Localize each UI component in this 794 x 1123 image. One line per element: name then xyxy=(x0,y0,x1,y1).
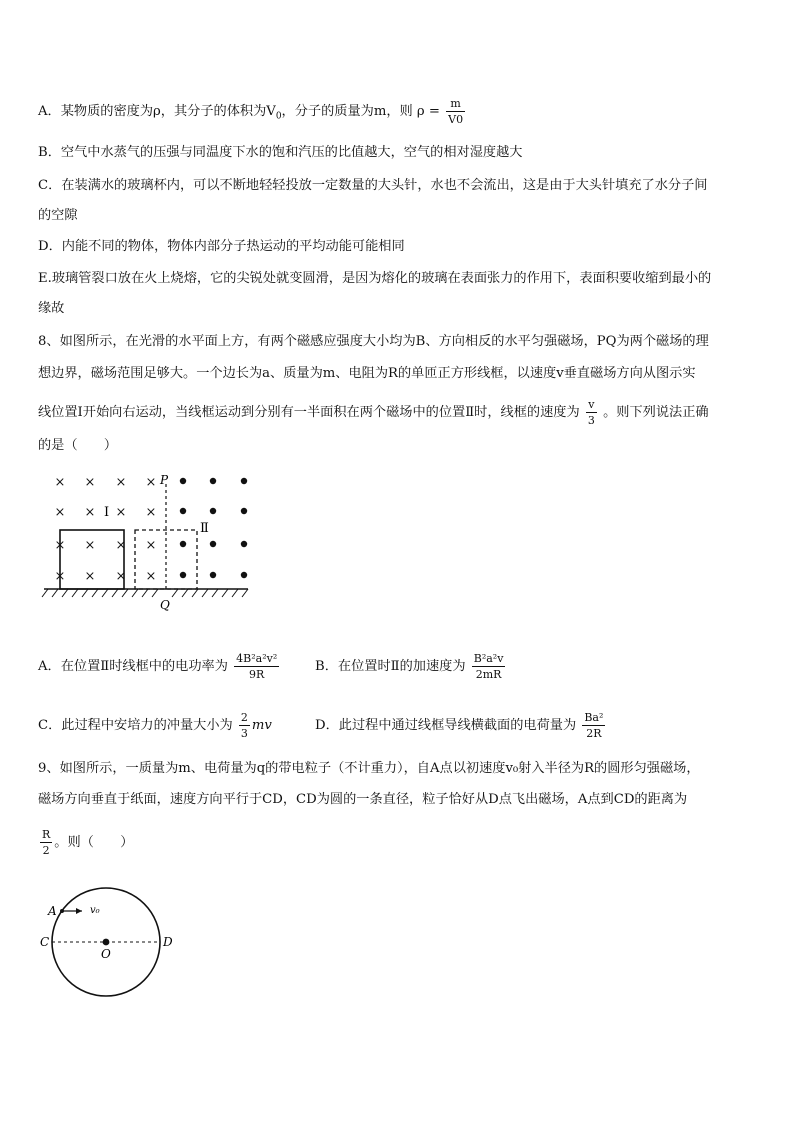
q8-dots xyxy=(180,478,247,578)
q8-line3 xyxy=(38,398,764,427)
q8-option-d-num: Ba² xyxy=(584,711,604,724)
q8-line4: 的是（ ） xyxy=(38,438,118,453)
ground-hatching xyxy=(42,589,248,597)
q8-option-c-text: C．此过程中安培力的冲量大小为 xyxy=(38,718,233,733)
cross-mark: × xyxy=(115,475,127,490)
q8-line3b: 。则下列说法正确 xyxy=(603,405,709,420)
dot-mark xyxy=(210,508,216,514)
dot-mark xyxy=(210,572,216,578)
option-b: B．空气中水蒸气的压强与同温度下水的饱和汽压的比值越大，空气的相对湿度越大 xyxy=(38,145,523,160)
dot-mark xyxy=(241,541,247,547)
q8-option-d xyxy=(315,711,607,740)
option-a-text: A．某物质的密度为ρ，其分子的体积为V xyxy=(38,104,276,119)
label-c: C xyxy=(40,935,50,949)
q8-figure xyxy=(38,470,268,615)
q8-option-c-tail: mv xyxy=(251,718,272,733)
q9-tail: 。则（ ） xyxy=(54,835,134,850)
q8-v-num: v xyxy=(586,398,597,413)
label-p: P xyxy=(160,473,169,487)
cross-mark: × xyxy=(115,538,127,553)
q9-line2: 磁场方向垂直于纸面，速度方向平行于CD，CD为圆的一条直径，粒子恰好从D点飞出磁场，A点到CD的距离为 xyxy=(38,792,688,807)
cross-mark: × xyxy=(54,505,66,520)
center-o xyxy=(103,939,110,946)
cross-mark: × xyxy=(115,569,127,584)
label-v0: v₀ xyxy=(90,905,100,916)
cross-mark: × xyxy=(145,569,157,584)
q8-option-b xyxy=(315,652,507,681)
dot-mark xyxy=(180,508,186,514)
option-e-line2: 缘故 xyxy=(38,301,65,316)
q8-line3a: 线位置Ⅰ开始向右运动，当线框运动到分别有一半面积在两个磁场中的位置Ⅱ时，线框的速度为 xyxy=(38,405,580,420)
label-position-i: Ⅰ xyxy=(104,505,110,520)
option-c-line1: C．在装满水的玻璃杯内，可以不断地轻轻投放一定数量的大头针，水也不会流出，这是由于大头针填充了水分子间 xyxy=(38,178,708,193)
q8-option-c xyxy=(38,711,272,740)
cross-mark: × xyxy=(54,475,66,490)
dot-mark xyxy=(241,572,247,578)
q8-option-b-den: 2mR xyxy=(475,668,502,681)
cross-mark: × xyxy=(84,475,96,490)
q8-option-b-text: B．在位置时Ⅱ的加速度为 xyxy=(315,659,466,674)
q8-line1: 8、如图所示，在光滑的水平面上方，有两个磁感应强度大小均为B、方向相反的水平匀强磁场，PQ为两个磁场的理 xyxy=(38,334,709,349)
q8-v-den: 3 xyxy=(587,414,595,427)
dot-mark xyxy=(241,478,247,484)
q9-line1: 9、如图所示，一质量为m、电荷量为q的带电粒子（不计重力），自A点以初速度v₀射入半径为R的圆形匀强磁场， xyxy=(38,761,700,776)
dot-mark xyxy=(180,478,186,484)
q9-line3 xyxy=(38,828,764,857)
cross-mark: × xyxy=(84,569,96,584)
q9-figure xyxy=(38,885,188,1020)
option-c-line2: 的空隙 xyxy=(38,208,78,223)
option-a xyxy=(38,97,764,126)
label-d: D xyxy=(163,935,173,949)
cross-mark: × xyxy=(145,538,157,553)
q8-option-a xyxy=(38,652,281,681)
q8-option-a-num: 4B²a²v² xyxy=(236,652,278,665)
velocity-arrow-head xyxy=(76,908,82,914)
q8-options-ab xyxy=(38,644,764,684)
cross-mark: × xyxy=(145,475,157,490)
q8-option-b-num: B²a²v xyxy=(473,652,504,665)
q8-option-c-num: 2 xyxy=(240,711,248,724)
cross-mark: × xyxy=(54,569,66,584)
q8-option-d-den: 2R xyxy=(586,727,602,740)
q8-option-d-text: D．此过程中通过线框导线横截面的电荷量为 xyxy=(315,718,577,733)
q8-velocity-fraction xyxy=(586,398,597,427)
q8-option-b-fraction xyxy=(472,652,506,681)
q8-option-c-fraction xyxy=(239,711,250,740)
dot-mark xyxy=(210,541,216,547)
option-e-line1: E.玻璃管裂口放在火上烧熔，它的尖锐处就变圆滑，是因为熔化的玻璃在表面张力的作用下，表面积要收缩到最小的 xyxy=(38,271,712,286)
cross-mark: × xyxy=(54,538,66,553)
q9-frac-num: R xyxy=(42,828,51,841)
cross-mark: × xyxy=(84,505,96,520)
dot-mark xyxy=(210,478,216,484)
q8-option-a-text: A．在位置Ⅱ时线框中的电功率为 xyxy=(38,659,228,674)
q8-options-cd xyxy=(38,703,764,743)
cross-mark: × xyxy=(84,538,96,553)
label-q: Q xyxy=(160,598,170,612)
q8-option-d-fraction xyxy=(582,711,605,740)
cross-mark: × xyxy=(115,505,127,520)
q8-option-c-den: 3 xyxy=(240,727,248,740)
option-a-frac-num: m xyxy=(446,97,465,112)
option-a-text2: ，分子的质量为m，则 ρ = xyxy=(281,104,440,119)
q8-option-a-fraction xyxy=(234,652,279,681)
label-a: A xyxy=(48,904,57,918)
option-a-sub: 0 xyxy=(275,111,282,122)
q9-frac-den: 2 xyxy=(42,844,50,857)
q8-option-a-den: 9R xyxy=(249,668,265,681)
label-position-ii: Ⅱ xyxy=(200,521,209,536)
dot-mark xyxy=(241,508,247,514)
label-o: O xyxy=(101,947,111,961)
dot-mark xyxy=(180,572,186,578)
option-d: D．内能不同的物体，物体内部分子热运动的平均动能可能相同 xyxy=(38,239,405,254)
dot-mark xyxy=(180,541,186,547)
q9-fraction xyxy=(40,828,52,857)
cross-mark: × xyxy=(145,505,157,520)
option-a-fraction xyxy=(446,97,465,126)
option-a-frac-den: V0 xyxy=(448,113,464,126)
q8-line2: 想边界，磁场范围足够大。一个边长为a、质量为m、电阻为R的单匝正方形线框，以速度v垂直磁场方向从图示实 xyxy=(38,366,696,381)
